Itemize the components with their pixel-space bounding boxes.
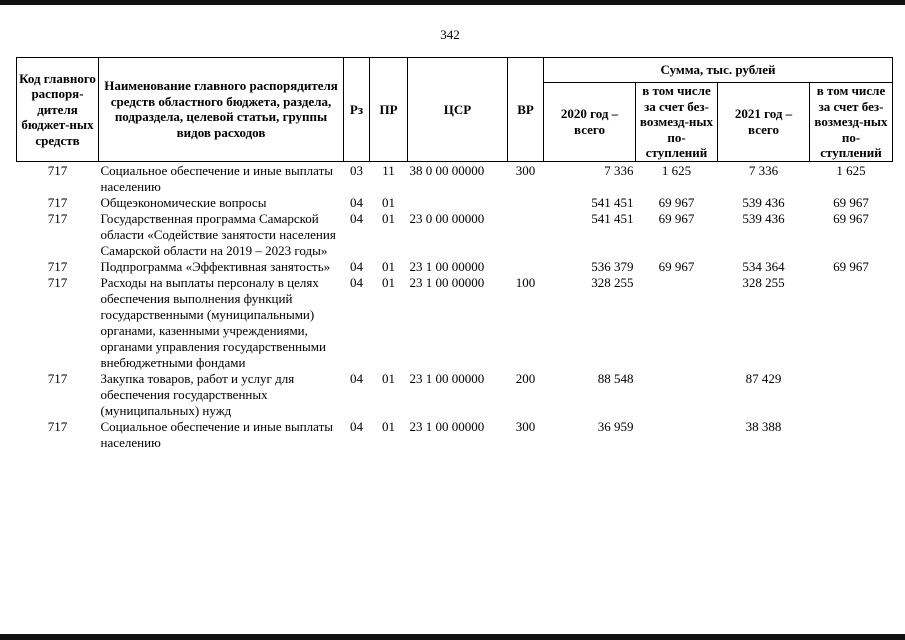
cell-name: Подпрограмма «Эффективная занятость» <box>100 258 331 274</box>
table-row <box>17 195 893 211</box>
scan-edge-top <box>0 0 905 5</box>
cell-vr <box>508 259 544 275</box>
header-sum-title: Сумма, тыс. рублей <box>544 58 893 83</box>
cell-2020-grant: 1 625 <box>661 162 692 178</box>
cell-2020-total: 328 255 <box>591 274 634 290</box>
header-2021-total: 2021 год – всего <box>718 83 810 162</box>
cell-rz: 04 <box>350 274 363 290</box>
cell-csr: 23 1 00 00000 <box>409 258 485 274</box>
cell-csr: 23 1 00 00000 <box>409 418 485 434</box>
cell-vr <box>508 195 544 211</box>
cell-name: Социальное обеспечение и иные выплаты населению <box>100 418 334 450</box>
cell-pr: 01 <box>382 370 395 386</box>
cell-pr: 01 <box>382 258 395 274</box>
cell-csr <box>408 195 508 211</box>
cell-2020-grant: 69 967 <box>658 258 695 274</box>
cell-csr: 23 0 00 00000 <box>409 210 485 226</box>
cell-2020-total: 36 959 <box>597 418 634 434</box>
cell-code: 717 <box>47 162 68 178</box>
cell-2021-total: 7 336 <box>748 162 779 178</box>
cell-rz: 04 <box>350 258 363 274</box>
cell-pr: 01 <box>382 418 395 434</box>
cell-2021-total: 328 255 <box>742 274 785 290</box>
cell-vr: 200 <box>515 370 536 386</box>
table-header <box>17 58 893 162</box>
cell-code: 717 <box>47 210 68 226</box>
header-rz: Рз <box>344 58 370 162</box>
cell-2021-grant: 1 625 <box>836 162 866 178</box>
table-row <box>17 275 893 371</box>
cell-rz: 04 <box>350 418 363 434</box>
cell-2020-grant <box>636 371 718 419</box>
cell-2020-total: 541 451 <box>591 210 634 226</box>
cell-2020-total: 536 379 <box>591 258 634 274</box>
cell-2020-grant: 69 967 <box>658 210 695 226</box>
cell-2021-grant <box>810 419 893 451</box>
table-body <box>17 161 893 451</box>
cell-pr: 01 <box>382 194 395 210</box>
cell-2020-total: 7 336 <box>604 162 634 178</box>
cell-vr: 300 <box>515 418 536 434</box>
cell-2021-total: 534 364 <box>742 258 785 274</box>
scan-edge-bottom <box>0 634 905 640</box>
cell-rz: 04 <box>350 194 363 210</box>
table-row <box>17 419 893 451</box>
header-pr: ПР <box>370 58 408 162</box>
cell-2020-total: 541 451 <box>591 194 634 210</box>
cell-name: Государственная программа Самарской области «Содействие занятости населения Самарской области на 2019 – 2023 годы» <box>100 210 336 258</box>
header-name: Наименование главного распорядителя средств областного бюджета, раздела, подраздела, целевой статьи, группы видов расходов <box>99 58 344 162</box>
cell-csr: 23 1 00 00000 <box>409 370 485 386</box>
cell-csr: 38 0 00 00000 <box>409 162 485 178</box>
cell-2021-total: 87 429 <box>745 370 782 386</box>
cell-2021-grant: 69 967 <box>833 194 869 210</box>
budget-table <box>16 57 893 451</box>
cell-2021-grant: 69 967 <box>833 258 869 274</box>
cell-name: Расходы на выплаты персоналу в целях обеспечения выполнения функций государственными (муниципальными) органами, казенными учреждениями, органами управления государственными внебюджетными фондами <box>100 274 326 370</box>
table-row <box>17 161 893 195</box>
cell-2020-grant: 69 967 <box>658 194 695 210</box>
cell-rz: 04 <box>350 210 363 226</box>
header-2020-grant: в том числе за счет без-возмезд-ных по-ступлений <box>636 83 718 162</box>
table-row <box>17 211 893 259</box>
cell-2020-total: 88 548 <box>597 370 634 386</box>
cell-name: Закупка товаров, работ и услуг для обеспечения государственных (муниципальных) нужд <box>100 370 295 418</box>
cell-name: Социальное обеспечение и иные выплаты населению <box>100 162 334 194</box>
cell-vr: 100 <box>515 274 536 290</box>
cell-code: 717 <box>47 418 68 434</box>
page-number: 342 <box>440 27 460 42</box>
cell-2021-grant <box>810 275 893 371</box>
cell-name: Общеэкономические вопросы <box>100 194 267 210</box>
cell-vr <box>508 211 544 259</box>
cell-code: 717 <box>47 194 68 210</box>
cell-csr: 23 1 00 00000 <box>409 274 485 290</box>
cell-pr: 01 <box>382 274 395 290</box>
cell-pr: 11 <box>382 162 395 178</box>
cell-code: 717 <box>47 274 68 290</box>
cell-pr: 01 <box>382 210 395 226</box>
header-csr: ЦСР <box>408 58 508 162</box>
cell-code: 717 <box>47 258 68 274</box>
cell-code: 717 <box>47 370 68 386</box>
cell-2020-grant <box>636 275 718 371</box>
cell-2021-total: 539 436 <box>742 194 785 210</box>
cell-2021-grant: 69 967 <box>833 210 869 226</box>
table-row <box>17 371 893 419</box>
cell-rz: 04 <box>350 370 363 386</box>
header-vr: ВР <box>508 58 544 162</box>
table-row <box>17 259 893 275</box>
header-2020-total: 2020 год – всего <box>544 83 636 162</box>
cell-2021-total: 539 436 <box>742 210 785 226</box>
cell-vr: 300 <box>515 162 536 178</box>
cell-rz: 03 <box>350 162 363 178</box>
cell-2021-total: 38 388 <box>745 418 782 434</box>
cell-2021-grant <box>810 371 893 419</box>
cell-2020-grant <box>636 419 718 451</box>
header-code: Код главного распоря-дителя бюджет-ных средств <box>17 58 99 162</box>
header-2021-grant: в том числе за счет без-возмезд-ных по-ступлений <box>810 83 893 162</box>
